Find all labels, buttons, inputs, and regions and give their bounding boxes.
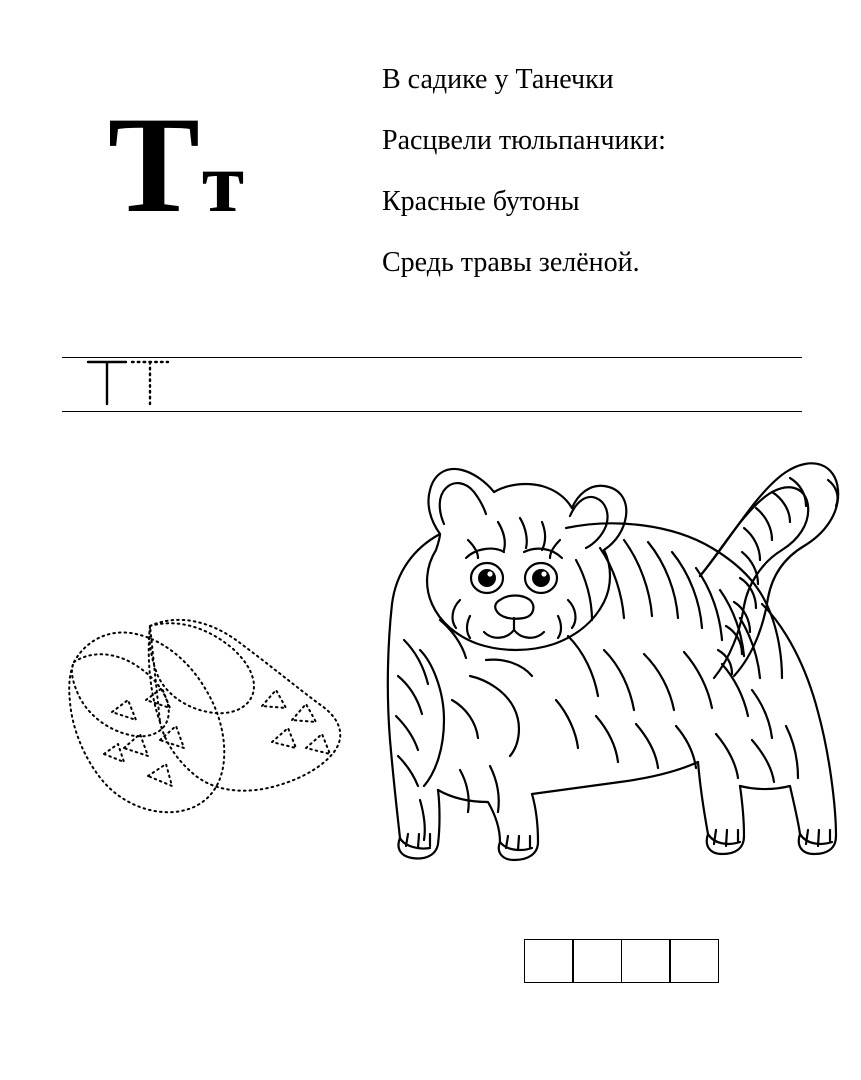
letter-lowercase: т [201,134,247,230]
ruled-line-bottom [62,411,802,412]
tracing-ruled-band [62,357,802,413]
poem-block [382,66,812,310]
word-box[interactable] [572,939,622,983]
word-box[interactable] [524,939,574,983]
letter-uppercase: Т [107,88,202,241]
word-box[interactable] [669,939,719,983]
word-box[interactable] [621,939,671,983]
poem-line: Средь травы зелёной. [382,247,640,278]
slippers-dotted-outline [69,620,340,812]
letter-display [62,88,292,241]
word-scheme-boxes [524,939,719,983]
ruled-line-top [62,357,802,358]
poem-line: Расцвели тюльпанчики: [382,125,666,156]
poem-line: Красные бутоны [382,186,580,217]
letter-pair [62,88,292,241]
tiger-coloring-outline [388,463,838,860]
poem-line: В садике у Танечки [382,64,614,95]
